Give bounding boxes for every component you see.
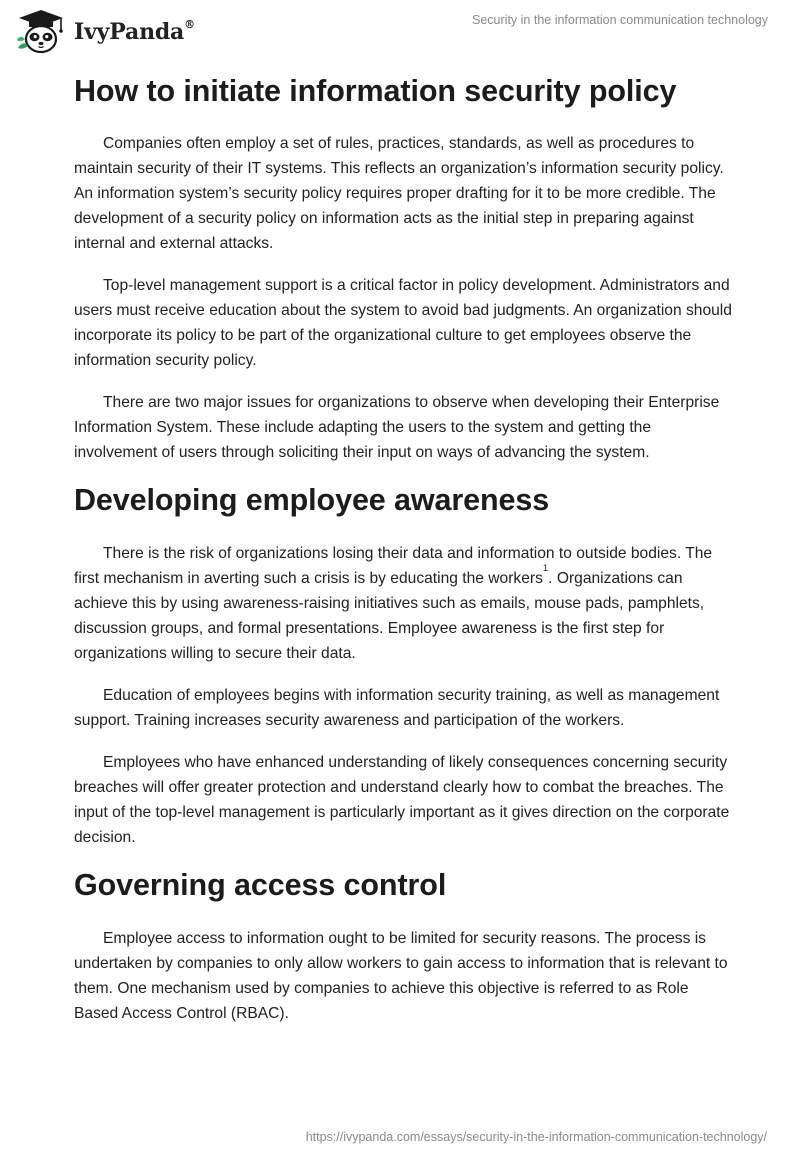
page-header [0,0,800,60]
registered-mark: ® [184,17,195,31]
panda-graduate-icon [14,8,68,54]
section-heading: Governing access control [74,868,447,902]
paragraph: Top-level management support is a critical factor in policy development. Administrators and users must receive education about the system to avoid bad judgments. An organization should incorporate its policy to be part of the organizational culture to get employees observe the information security policy. [74,277,732,369]
source-url[interactable]: https://ivypanda.com/essays/security-in-the-information-communication-technology/ [305,1130,767,1144]
logo-wordmark-text: IvyPanda [74,19,185,45]
document-title: Security in the information communication technology [472,13,768,27]
logo-wordmark [74,19,195,45]
section-access-control [74,862,734,1026]
section-information-security-policy [74,68,734,465]
paragraph: Employees who have enhanced understanding of likely consequences concerning security breaches will offer greater protection and understand clearly how to combat the breaches. The input of the top-level management is particularly important as it gives direction on the corporate decision. [74,754,730,846]
paragraph: Companies often employ a set of rules, practices, standards, as well as procedures to maintain security of their IT systems. This reflects an organization’s information security policy. An information system’s security policy requires proper drafting for it to be more credible. The development of a security policy on information acts as the initial step in preparing against internal and external attacks. [74,135,724,252]
essay-content [74,68,734,1026]
footnote-reference[interactable]: 1 [542,562,549,574]
section-heading: Developing employee awareness [74,483,550,517]
paragraph: Employee access to information ought to be limited for security reasons. The process is undertaken by companies to only allow workers to gain access to information that is relevant to them. One mechanism used by companies to achieve this objective is referred to as Role Based Access Control (RBAC). [74,930,728,1022]
paragraph [74,541,734,666]
paragraph-text: . Organizations can achieve this by using awareness-raising initiatives such as emails, mouse pads, pamphlets, discussion groups, and formal presentations. Employee awareness is the first step for organizations willing to secure their data. [74,570,705,662]
paragraph-text: There is the risk of organizations losing their data and information to outside bodies. The first mechanism in averting such a crisis is by educating the workers [74,545,713,587]
section-employee-awareness [74,477,734,850]
paragraph: Education of employees begins with information security training, as well as management support. Training increases security awareness and participation of the workers. [74,687,720,729]
ivypanda-logo[interactable] [14,8,195,54]
section-heading: How to initiate information security policy [74,74,677,108]
paragraph: There are two major issues for organizations to observe when developing their Enterprise Information System. These include adapting the users to the system and getting the involvement of users through soliciting their input on ways of advancing the system. [74,394,720,461]
